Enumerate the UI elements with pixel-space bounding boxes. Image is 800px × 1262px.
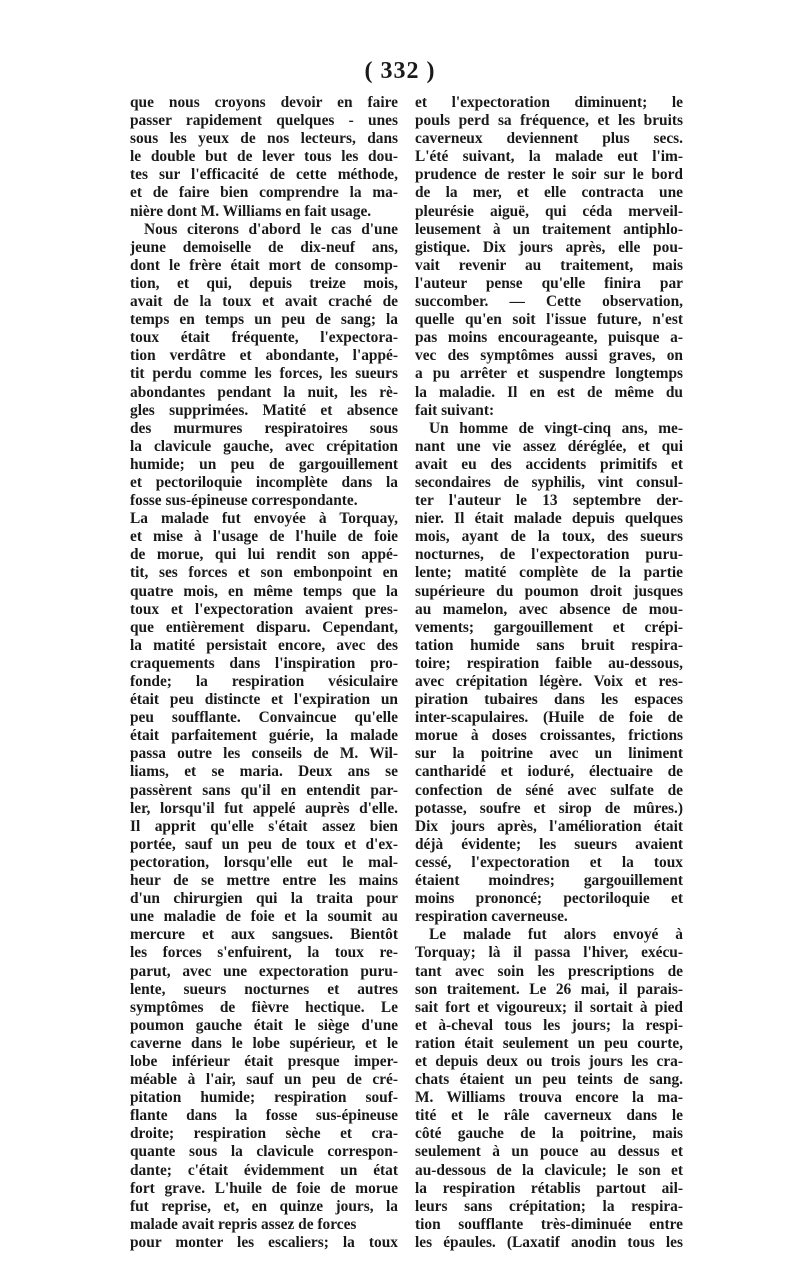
text-line: potasse, soufre et sirop de mûres.)	[415, 799, 683, 817]
text-line: Dix jours après, l'amélioration était	[415, 817, 683, 835]
text-line: poumon gauche était le siège d'une	[130, 1016, 398, 1034]
text-line: pectoration, lorsqu'elle eut le mal-	[130, 853, 398, 871]
text-line: au-dessous de la clavicule; le son et	[415, 1161, 683, 1179]
text-line: avait de la toux et avait craché de	[130, 293, 398, 311]
text-line: passa outre les conseils de M. Wil-	[130, 745, 398, 763]
text-line: pouls perd sa fréquence, et les bruits	[415, 112, 683, 130]
text-line: tation humide sans bruit respira-	[415, 636, 683, 654]
text-line: chats étaient un peu teints de sang.	[415, 1071, 683, 1089]
text-line: piration tubaires dans les espaces	[415, 691, 683, 709]
text-line: une maladie de foie et la soumit au	[130, 908, 398, 926]
text-line: et l'expectoration diminuent; le	[415, 94, 683, 111]
text-line: morue à doses croissantes, frictions	[415, 727, 683, 745]
text-line: peu soufflante. Convaincue qu'elle	[130, 709, 398, 727]
text-line: vec des symptômes aussi graves, on	[415, 347, 683, 365]
text-line: la respiration rétablis partout ail-	[415, 1179, 683, 1197]
text-line: pleurésie aiguë, qui céda merveil-	[415, 202, 683, 220]
text-line: quelle qu'en soit l'issue future, n'est	[415, 311, 683, 329]
text-line: fort grave. L'huile de foie de morue	[130, 1179, 398, 1197]
left-text-column	[130, 94, 398, 1252]
text-line: avec crépitation légère. Voix et res-	[415, 673, 683, 690]
text-line: les épaules. (Laxatif anodin tous les	[415, 1233, 683, 1251]
text-line: Il apprit qu'elle s'était assez bien	[130, 817, 398, 835]
text-line: étaient moindres; gargouillement	[415, 872, 683, 890]
text-line: pour monter les escaliers; la toux	[130, 1233, 398, 1251]
text-line: La malade fut envoyée à Torquay,	[130, 510, 398, 528]
text-line: et pectoriloquie incomplète dans la	[130, 473, 398, 491]
text-line: fonde; la respiration vésiculaire	[130, 673, 398, 690]
text-line: tit perdu comme les forces, les sueurs	[130, 365, 398, 383]
text-line: ler, lorsqu'il fut appelé auprès d'elle.	[130, 799, 398, 817]
text-line: avait eu des accidents primitifs et	[415, 455, 683, 473]
text-line: Nous citerons d'abord le cas d'une	[144, 220, 398, 238]
text-line: sait fort et vigoureux; il sortait à pied	[415, 998, 683, 1016]
text-line: M. Williams trouva encore la ma-	[415, 1089, 683, 1107]
text-line: fut reprise, et, en quinze jours, la	[130, 1197, 398, 1215]
text-line: tes sur l'efficacité de cette méthode,	[130, 166, 398, 184]
text-line: symptômes de fièvre hectique. Le	[130, 998, 398, 1016]
text-line: lente, sueurs nocturnes et autres	[130, 980, 398, 998]
text-line: le double but de lever tous les dou-	[130, 148, 398, 166]
text-line: méable à l'air, sauf un peu de cré-	[130, 1071, 398, 1089]
text-line: caverne dans le lobe supérieur, et le	[130, 1034, 398, 1052]
text-line: nière dont M. Williams en fait usage.	[130, 202, 372, 220]
text-line: heur de se mettre entre les mains	[130, 872, 398, 890]
text-line: portée, sauf un peu de toux et d'ex-	[130, 835, 398, 853]
text-line: passèrent sans qu'il en entendit par-	[130, 781, 398, 799]
text-line: nier. Il était malade depuis quelques	[415, 510, 683, 528]
text-line: succomber. — Cette observation,	[415, 293, 683, 311]
text-line: et depuis deux ou trois jours les cra-	[415, 1052, 683, 1070]
text-line: et mise à l'usage de l'huile de foie	[130, 528, 398, 546]
text-line: nant une vie assez déréglée, et qui	[415, 437, 683, 455]
text-line: prudence de rester le soir sur le bord	[415, 166, 683, 184]
text-line: abondantes pendant la nuit, les rè-	[130, 383, 398, 401]
text-line: lobe inférieur était presque imper-	[130, 1052, 398, 1070]
text-line: Torquay; là il passa l'hiver, exécu-	[415, 944, 683, 962]
text-line: toire; respiration faible au-dessous,	[415, 654, 683, 672]
text-line: et à-cheval tous les jours; la respi-	[415, 1016, 683, 1034]
text-line: au mamelon, avec absence de mou-	[415, 600, 683, 618]
text-line: confection de séné avec sulfate de	[415, 781, 683, 799]
text-line: secondaires de syphilis, vint consul-	[415, 473, 683, 491]
text-line: était peu distincte et l'expiration un	[130, 691, 398, 709]
text-line: Un homme de vingt-cinq ans, me-	[429, 419, 683, 437]
text-line: parut, avec une expectoration puru-	[130, 962, 398, 980]
text-line: que nous croyons devoir en faire	[130, 94, 398, 111]
text-line: flante dans la fosse sus-épineuse	[130, 1107, 398, 1125]
text-line: son traitement. Le 26 mai, il parais-	[415, 980, 683, 998]
text-line: gistique. Dix jours après, elle pou-	[415, 238, 683, 256]
text-line: fosse sus-épineuse correspondante.	[130, 492, 358, 510]
text-line: caverneux deviennent plus secs.	[415, 130, 683, 148]
text-line: tité et le râle caverneux dans le	[415, 1107, 683, 1125]
text-line: humide; un peu de gargouillement	[130, 455, 398, 473]
text-line: tion verdâtre et abondante, l'appé-	[130, 347, 398, 365]
text-line: la clavicule gauche, avec crépitation	[130, 437, 398, 455]
text-line: leurs sans crépitation; la respira-	[415, 1197, 683, 1215]
text-line: et de faire bien comprendre la ma-	[130, 184, 398, 202]
text-line: moins prononcé; pectoriloquie et	[415, 890, 683, 908]
text-line: droite; respiration sèche et cra-	[130, 1125, 398, 1143]
text-line: côté gauche de la poitrine, mais	[415, 1125, 683, 1143]
text-line: supérieure du poumon droit jusques	[415, 582, 683, 600]
text-line: tion, et qui, depuis treize mois,	[130, 274, 398, 292]
text-line: craquements dans l'inspiration pro-	[130, 654, 398, 672]
text-line: les forces s'enfuirent, la toux re-	[130, 944, 398, 962]
text-line: ter l'auteur le 13 septembre der-	[415, 492, 683, 510]
page-number: ( 332 )	[364, 58, 436, 84]
text-line: gles supprimées. Matité et absence	[130, 401, 398, 419]
text-line: tant avec soin les prescriptions de	[415, 962, 683, 980]
text-line: la maladie. Il en est de même du	[415, 383, 683, 401]
text-line: la matité persistait encore, avec des	[130, 636, 398, 654]
text-line: d'un chirurgien qui la traita pour	[130, 890, 398, 908]
text-line: lente; matité complète de la partie	[415, 564, 683, 582]
text-line: déjà évidente; les sueurs avaient	[415, 835, 683, 853]
text-line: mercure et aux sangsues. Bientôt	[130, 926, 398, 944]
text-line: malade avait repris assez de forces	[130, 1215, 357, 1233]
text-line: cessé, l'expectoration et la toux	[415, 853, 683, 871]
text-line: sous les yeux de nos lecteurs, dans	[130, 130, 398, 148]
text-line: fait suivant:	[415, 401, 495, 419]
text-line: de morue, qui lui rendit son appé-	[130, 546, 398, 564]
text-line: quatre mois, en même temps que la	[130, 582, 398, 600]
text-line: passer rapidement quelques - unes	[130, 112, 398, 130]
text-line: l'auteur pense qu'elle finira par	[415, 274, 683, 292]
text-line: était parfaitement guérie, la malade	[130, 727, 398, 745]
text-line: liams, et se maria. Deux ans se	[130, 763, 398, 781]
text-line: tion soufflante très-diminuée entre	[415, 1215, 683, 1233]
text-line: dante; c'était évidemment un état	[130, 1161, 398, 1179]
text-line: L'été suivant, la malade eut l'im-	[415, 148, 683, 166]
text-line: mois, ayant de la toux, des sueurs	[415, 528, 683, 546]
text-line: temps en temps un peu de sang; la	[130, 311, 398, 329]
text-line: pitation humide; respiration souf-	[130, 1089, 398, 1107]
text-line: toux était fréquente, l'expectora-	[130, 329, 398, 347]
text-line: Le malade fut alors envoyé à	[429, 926, 683, 944]
text-line: sur la poitrine avec un liniment	[415, 745, 683, 763]
text-line: a pu arrêter et suspendre longtemps	[415, 365, 683, 383]
text-line: jeune demoiselle de dix-neuf ans,	[130, 238, 398, 256]
text-line: que entièrement disparu. Cependant,	[130, 618, 398, 636]
text-line: pas moins encourageante, puisque a-	[415, 329, 683, 347]
text-line: tit, ses forces et son embonpoint en	[130, 564, 398, 582]
right-text-column	[415, 94, 683, 1252]
text-line: vements; gargouillement et crépi-	[415, 618, 683, 636]
text-line: des murmures respiratoires sous	[130, 419, 398, 437]
text-line: respiration caverneuse.	[415, 908, 568, 926]
text-line: ration était seulement un peu courte,	[415, 1034, 683, 1052]
text-line: toux et l'expectoration avaient pres-	[130, 600, 398, 618]
text-line: vait revenir au traitement, mais	[415, 256, 683, 274]
text-line: leusement à un traitement antiphlo-	[415, 220, 683, 238]
text-line: de la mer, et elle contracta une	[415, 184, 683, 202]
text-line: nocturnes, de l'expectoration puru-	[415, 546, 683, 564]
text-line: dont le frère était mort de consomp-	[130, 256, 398, 274]
text-line: inter-scapulaires. (Huile de foie de	[415, 709, 683, 727]
text-line: cantharidé et ioduré, électuaire de	[415, 763, 683, 781]
text-line: quante sous la clavicule correspon-	[130, 1143, 398, 1161]
text-line: seulement à un pouce au dessus et	[415, 1143, 683, 1161]
